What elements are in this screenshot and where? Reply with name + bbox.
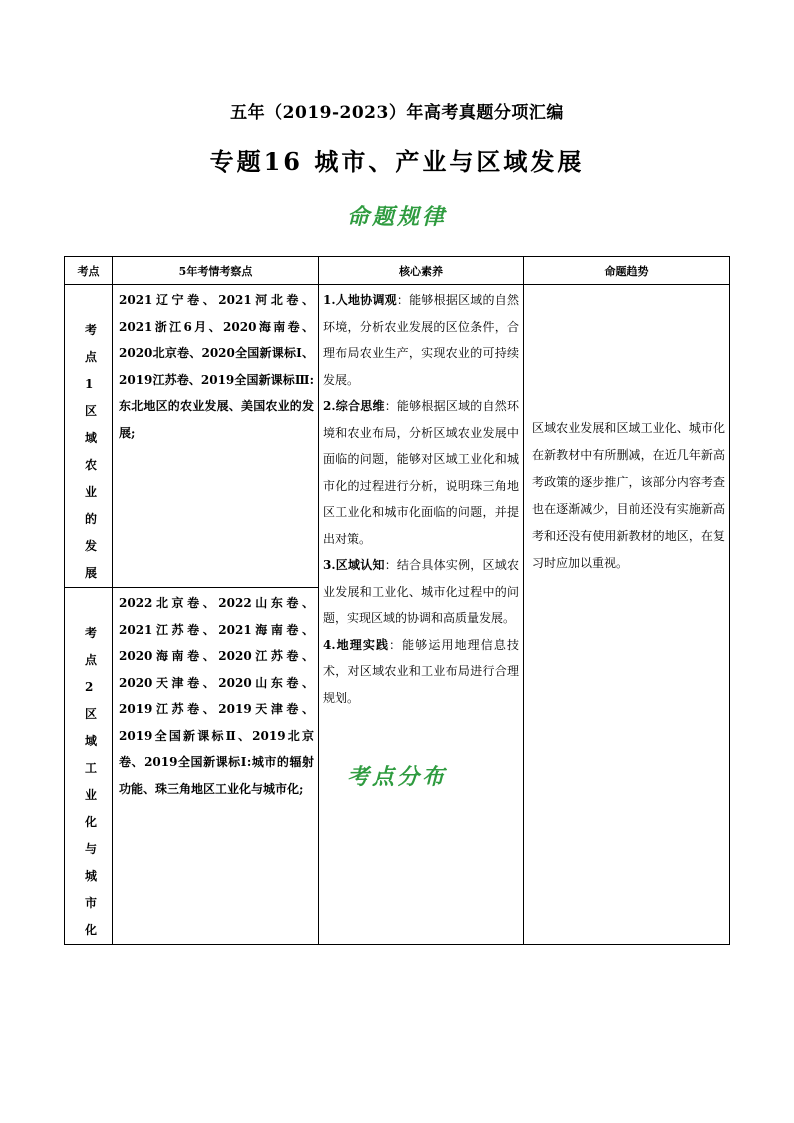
core-item-lead: 3.区域认知 (323, 558, 385, 572)
section-heading-rules: 命题规律 (346, 204, 447, 230)
topic-title: 专题16 城市、产业与区域发展 (209, 147, 585, 176)
column-header: 5年考情考察点 (113, 257, 319, 285)
core-item-text: ：能够运用地理信息技术，对区域农业和工业布局进行合理规划。 (323, 637, 519, 705)
column-header: 考点 (65, 257, 113, 285)
core-item-text: ：能够根据区域的自然环境，分析农业发展的区位条件，合理布局农业生产，实现农业的可持续发展。 (323, 293, 519, 387)
core-item (323, 552, 519, 632)
core-item-text: ：结合具体实例，区域农业发展和工业化、城市化过程中的问题，实现区域的协调和高质量发展。 (323, 558, 519, 625)
core-item-lead: 1.人地协调观 (323, 293, 397, 307)
core-item (323, 632, 519, 712)
core-item (323, 287, 519, 393)
section-heading-distribution: 考点分布 (346, 764, 447, 790)
exam-sources-cell: 2021辽宁卷、2021河北卷、2021浙江6月、2020海南卷、2020北京卷、2020全国新课标Ⅰ、2019江苏卷、2019全国新课标Ⅲ:东北地区的农业发展、美国农业的发展; (113, 285, 319, 588)
trend-cell: 区域农业发展和区域工业化、城市化在新教材中有所删减，在近几年新高考政策的逐步推广，该部分内容考查也在逐渐减少，目前还没有实施新高考和还没有使用新教材的地区，在复习时应加以重视。 (524, 285, 730, 945)
core-item-lead: 4.地理实践 (323, 637, 390, 652)
exam-point-cell: 考点1区域农业的发展 (65, 285, 113, 588)
core-literacy-cell (319, 285, 524, 945)
exam-point-cell: 考点2区域工业化与城市化 (65, 588, 113, 945)
table-header-row (65, 257, 730, 285)
table-row (65, 285, 730, 588)
core-item (323, 393, 519, 552)
document-title: 五年（2019-2023）年高考真题分项汇编 (230, 103, 564, 123)
exam-sources-cell: 2022北京卷、2022山东卷、2021江苏卷、2021海南卷、2020海南卷、2020江苏卷、2020天津卷、2020山东卷、2019江苏卷、2019天津卷、2019全国新课标Ⅱ、2019北京卷、2019全国新课标Ⅰ:城市的辐射功能、珠三角地区工业化与城市化; (113, 588, 319, 945)
column-header: 命题趋势 (524, 257, 730, 285)
column-header: 核心素养 (319, 257, 524, 285)
core-item-text: ：能够根据区域的自然环境和农业布局，分析区域农业发展中面临的问题，能够对区域工业化和城市化的过程进行分析，说明珠三角地区工业化和城市化面临的问题，并提出对策。 (323, 399, 519, 546)
exam-analysis-table (64, 256, 730, 945)
core-item-lead: 2.综合思维 (323, 399, 385, 413)
